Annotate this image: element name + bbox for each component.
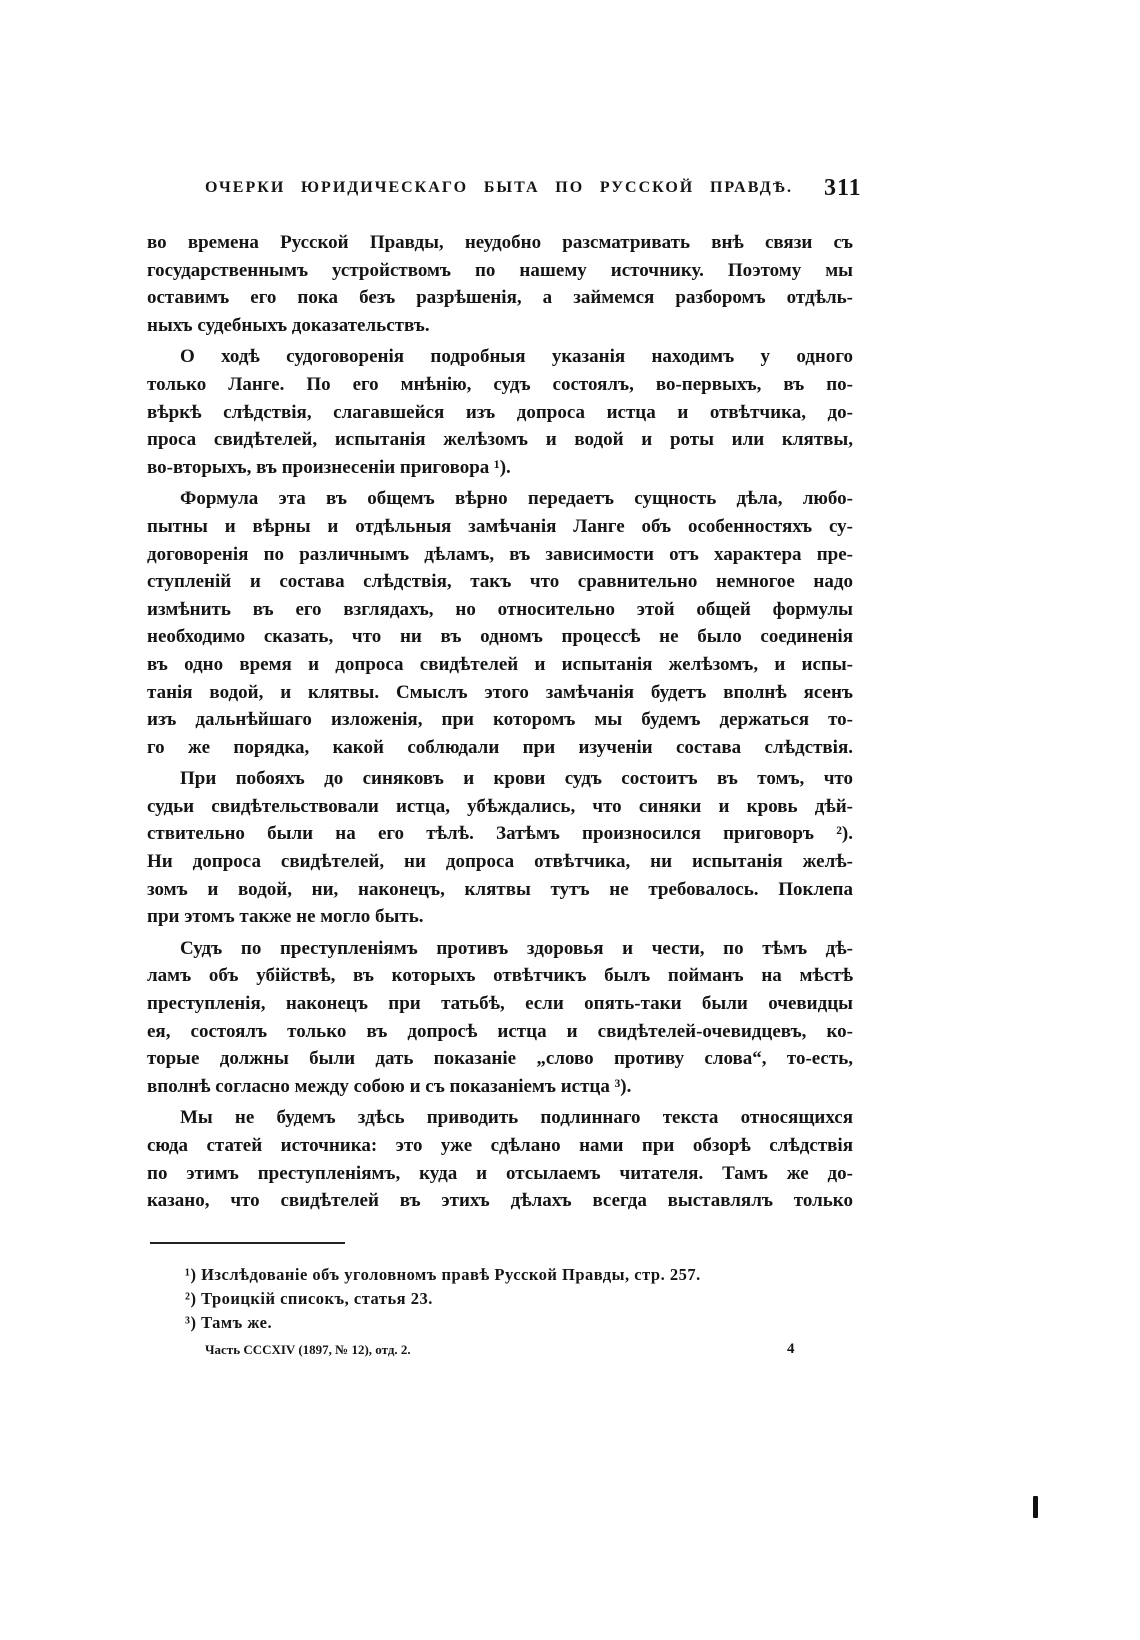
paragraph bbox=[147, 343, 853, 481]
printer-signature: Часть CCCXIV (1897, № 12), отд. 2. bbox=[205, 1342, 411, 1357]
footnote: ³) Тамъ же. bbox=[185, 1313, 273, 1332]
text-line: при этомъ также не могло быть. bbox=[147, 906, 424, 928]
text-line: судьи свидѣтельствовали истца, убѣждались, что синяки и кровь дѣй- bbox=[147, 795, 853, 817]
paragraph bbox=[147, 765, 853, 931]
text-line: сюда статей источника: это уже сдѣлано нами при обзорѣ слѣдствія bbox=[147, 1135, 853, 1156]
footnotes bbox=[185, 1263, 825, 1335]
paragraph bbox=[147, 1104, 853, 1214]
text-line: договоренія по различнымъ дѣламъ, въ зависимости отъ характера пре- bbox=[147, 543, 853, 565]
text-line: преступленія, наконецъ при татьбѣ, если опять-таки были очевидцы bbox=[147, 993, 853, 1015]
text-line: ея, состоялъ только въ допросѣ истца и свидѣтелей-очевидцевъ, ко- bbox=[147, 1020, 853, 1042]
text-line: въ одно время и допроса свидѣтелей и испытанія желѣзомъ, и испы- bbox=[147, 653, 853, 675]
text-line: измѣнить въ его взглядахъ, но относительно этой общей формулы bbox=[147, 598, 853, 620]
text-line: При побояхъ до синяковъ и крови судъ состоитъ въ томъ, что bbox=[180, 768, 853, 790]
text-line: во времена Русской Правды, неудобно разсматривать внѣ связи съ bbox=[147, 232, 853, 253]
body-text bbox=[147, 229, 853, 1215]
text-line: оставимъ его пока безъ разрѣшенія, а займемся разборомъ отдѣль- bbox=[147, 287, 853, 309]
text-line: зомъ и водой, ни, наконецъ, клятвы тутъ не требовалось. Поклепа bbox=[147, 878, 853, 900]
paragraph bbox=[147, 935, 853, 1101]
text-line: ствительно были на его тѣлѣ. Затѣмъ произносился приговоръ ²). bbox=[147, 823, 853, 845]
scan-artifact-mark bbox=[1033, 1496, 1038, 1518]
text-line: ламъ объ убійствѣ, въ которыхъ отвѣтчикъ былъ пойманъ на мѣстѣ bbox=[147, 965, 853, 987]
text-line: государственнымъ устройствомъ по нашему источнику. Поэтому мы bbox=[147, 259, 853, 281]
text-line: Мы не будемъ здѣсь приводить подлиннаго текста относящихся bbox=[180, 1107, 853, 1129]
text-line: О ходѣ судоговоренія подробныя указанія находимъ у одного bbox=[180, 346, 853, 368]
text-line: вполнѣ согласно между собою и съ показаніемъ истца ³). bbox=[147, 1075, 632, 1097]
sheet-number: 4 bbox=[787, 1341, 795, 1357]
text-line: казано, что свидѣтелей въ этихъ дѣлахъ всегда выставлялъ только bbox=[147, 1190, 853, 1212]
running-title: ОЧЕРКИ ЮРИДИЧЕСКАГО БЫТА ПО РУССКОЙ ПРАВДѢ. bbox=[205, 179, 793, 196]
footnote-divider bbox=[150, 1242, 345, 1244]
footnote: ²) Троицкій списокъ, статья 23. bbox=[185, 1289, 433, 1308]
text-line: изъ дальнѣйшаго изложенія, при которомъ мы будемъ держаться то- bbox=[147, 709, 853, 731]
text-line: по этимъ преступленіямъ, куда и отсылаемъ читателя. Тамъ же до- bbox=[147, 1162, 853, 1184]
text-line: Судъ по преступленіямъ противъ здоровья и чести, по тѣмъ дѣ- bbox=[180, 937, 853, 959]
text-line: го же порядка, какой соблюдали при изученіи состава слѣдствія. bbox=[147, 736, 853, 758]
text-line: Формула эта въ общемъ вѣрно передаетъ сущность дѣла, любо- bbox=[180, 488, 853, 510]
text-line: ныхъ судебныхъ доказательствъ. bbox=[147, 314, 430, 336]
text-line: танія водой, и клятвы. Смыслъ этого замѣчанія будетъ вполнѣ ясенъ bbox=[147, 681, 853, 703]
text-line: необходимо сказать, что ни въ одномъ процессѣ не было соединенія bbox=[147, 626, 853, 648]
text-line: пытны и вѣрны и отдѣльныя замѣчанія Ланге объ особенностяхъ су- bbox=[147, 515, 853, 537]
page-number: 311 bbox=[824, 175, 862, 201]
text-line: торые должны были дать показаніе „слово противу слова“, то-есть, bbox=[147, 1048, 853, 1070]
text-line: только Ланге. По его мнѣнію, судъ состоялъ, во-первыхъ, въ по- bbox=[147, 373, 853, 395]
paragraph bbox=[147, 229, 853, 339]
text-line: во-вторыхъ, въ произнесеніи приговора ¹). bbox=[147, 456, 511, 478]
text-line: ступленій и состава слѣдствія, такъ что сравнительно немногое надо bbox=[147, 571, 853, 593]
text-line: проса свидѣтелей, испытанія желѣзомъ и водой и роты или клятвы, bbox=[147, 429, 853, 451]
footnote: ¹) Изслѣдованіе объ уголовномъ правѣ Русской Правды, стр. 257. bbox=[185, 1265, 701, 1284]
paragraph bbox=[147, 485, 853, 761]
text-line: вѣркѣ слѣдствія, слагавшейся изъ допроса истца и отвѣтчика, до- bbox=[147, 401, 853, 423]
text-line: Ни допроса свидѣтелей, ни допроса отвѣтчика, ни испытанія желѣ- bbox=[147, 851, 853, 873]
